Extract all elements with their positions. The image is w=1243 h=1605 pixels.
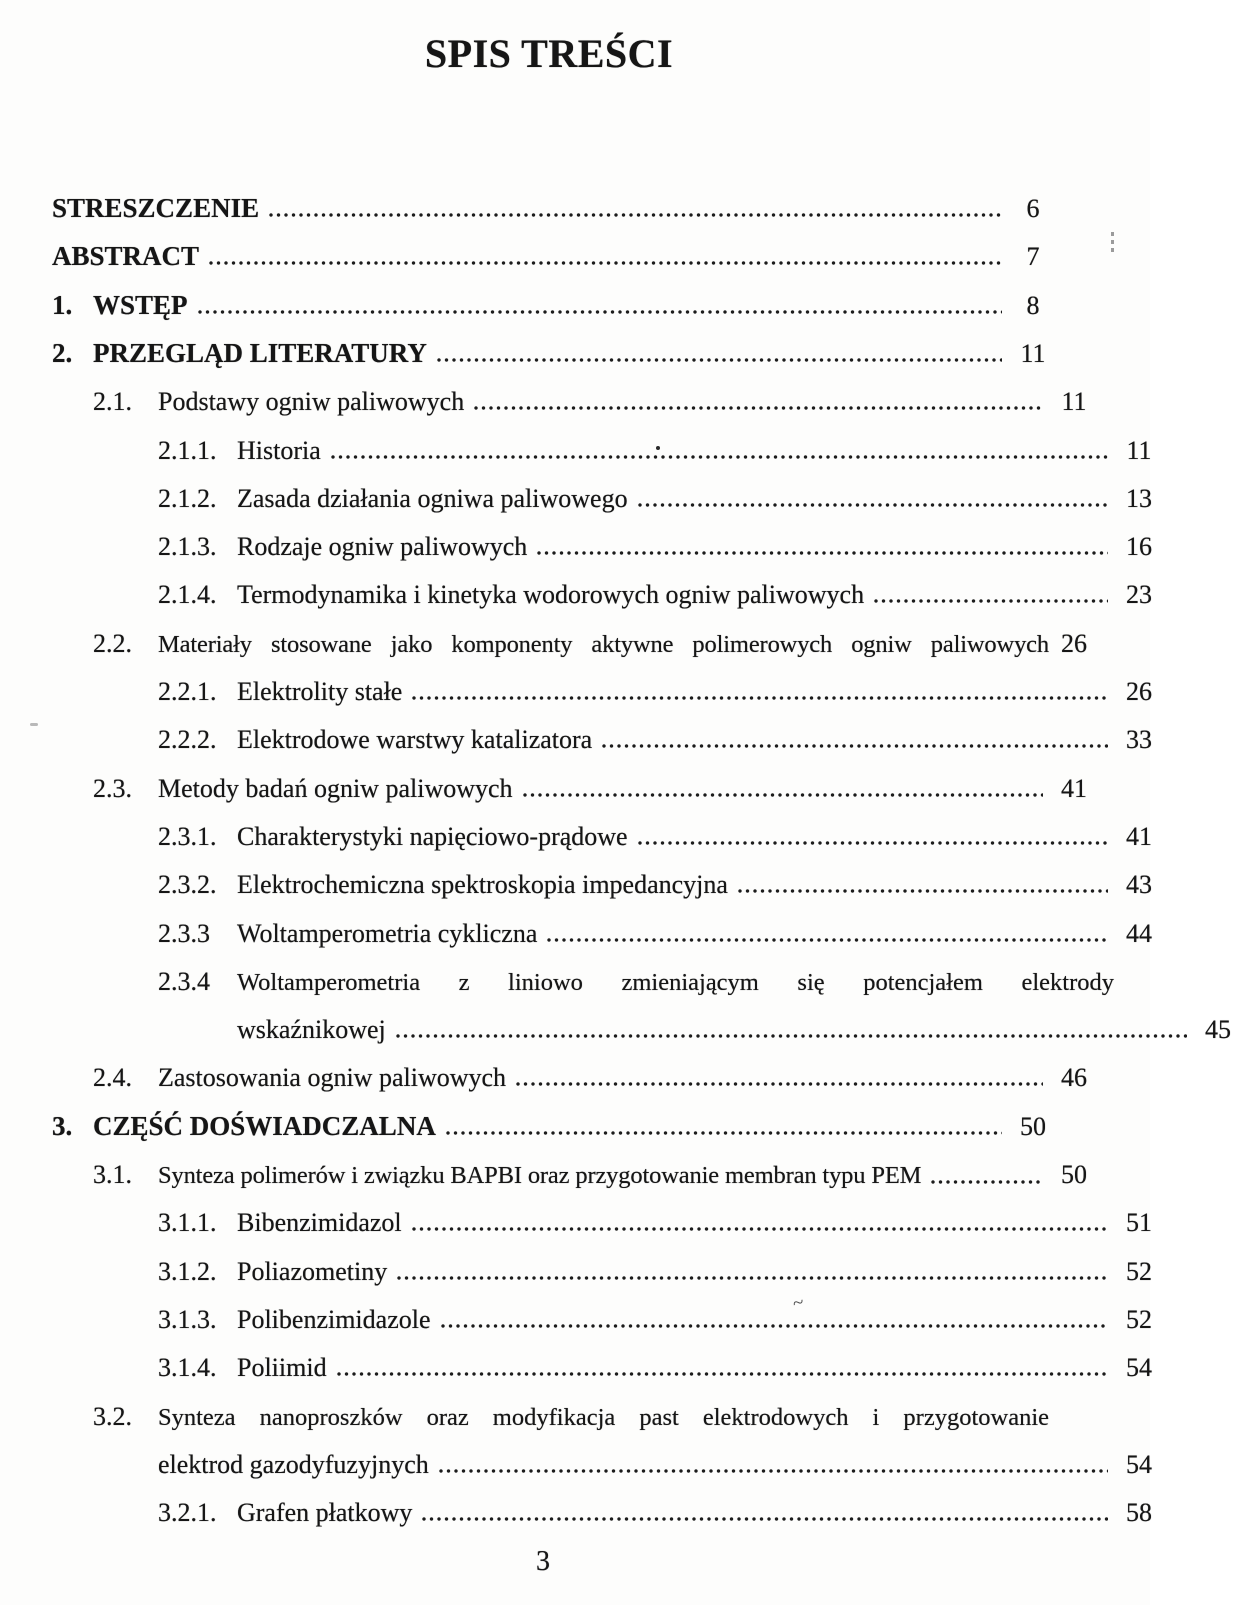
toc-entry-number: 2.2. [93,628,132,658]
toc-entry [52,773,1099,804]
toc-entry-label: Bibenzimidazol [237,1208,402,1238]
toc-entry-number: 3.2.1. [158,1498,217,1528]
toc-entry-label: Termodynamika i kinetyka wodorowych ogniw paliwowych [237,580,865,610]
toc-entry-number: 2.4. [93,1063,132,1093]
toc-entry-page: 26 [1061,628,1087,658]
dotted-leader [637,840,1108,846]
toc-entry [52,1352,1164,1383]
toc-entry-number: 2. [52,337,73,368]
dotted-leader [473,405,1043,411]
toc-entry-page: 41 [1126,821,1152,851]
toc-entry [52,386,1099,417]
toc-entry-page: 16 [1126,532,1152,562]
dotted-leader [336,1371,1108,1377]
toc-entry [52,1256,1164,1287]
scan-artifact-squiggle: ~ [790,1291,807,1315]
toc-entry [52,1062,1099,1093]
toc-entry-label: Zasada działania ogniwa paliwowego [237,483,628,513]
footer-page-number: 3 [536,1546,550,1577]
toc-entry-number: 1. [52,289,73,320]
toc-entry-label: ABSTRACT [52,241,200,272]
toc-entry-page: 46 [1061,1063,1087,1093]
dotted-leader [930,1179,1043,1185]
toc-entry-page: 58 [1126,1498,1152,1528]
dotted-leader [637,502,1108,508]
toc-entry-page: 41 [1061,773,1087,803]
toc-entry-number: 2.3. [93,773,132,803]
toc-entry-label-line2: wskaźnikowej [237,1015,386,1045]
toc-entry-label: Elektrochemiczna spektroskopia impedancyjna [237,870,728,900]
toc-entry-page: 54 [1126,1353,1152,1383]
toc-entry-label: STRESZCZENIE [52,193,260,223]
dotted-leader [536,550,1108,556]
toc-entry-page: 23 [1126,580,1152,610]
toc-entry-number: 2.3.4 [158,966,210,996]
toc-entry [52,676,1164,707]
toc-entry-page: 7 [1026,242,1040,272]
toc-entry-page: 33 [1126,725,1152,755]
dotted-leader [601,743,1108,749]
toc-entry-number: 3.1.2. [158,1256,217,1286]
toc-entry [52,241,1058,272]
dotted-leader [445,1130,1002,1136]
toc-entry [52,531,1164,562]
toc-entry [52,966,1164,998]
toc-entry-number: 3.1.3. [158,1304,217,1334]
dotted-leader [197,309,1002,315]
toc-entry-label: CZĘŚĆ DOŚWIADCZALNA [93,1110,436,1141]
toc-entry-label: Materiały stosowane jako komponenty aktywne polimerowych ogniw paliwowych [158,630,1049,658]
toc-entry-number: 2.3.2. [158,870,217,900]
toc-entry-label: Woltamperometria cykliczna [237,918,538,948]
dotted-leader [330,454,1108,460]
toc-entry-number: 3.1. [93,1160,132,1189]
toc-entry-number: 2.1.4. [158,580,217,610]
dotted-leader [268,212,1002,218]
toc-entry-page: 6 [1026,194,1040,223]
dotted-leader [411,695,1108,701]
toc-entry-label: Podstawy ogniw paliwowych [158,387,465,417]
toc-entry [52,724,1164,755]
toc-entry [52,290,1058,321]
dotted-leader [395,1033,1187,1039]
toc-entry-page: 11 [1126,435,1152,465]
toc-entry [52,821,1164,852]
toc-entry-page: 11 [1020,338,1046,368]
toc-entry-label: Poliazometiny [237,1256,388,1286]
toc-entry-label: WSTĘP [93,289,188,320]
toc-entry-page: 13 [1126,483,1152,513]
toc-entry-page: 44 [1126,918,1152,948]
toc-entry-page: 50 [1061,1160,1087,1189]
toc-entry [52,918,1164,949]
toc-entry-number: 2.2.1. [158,677,217,706]
toc-entry [52,1159,1099,1191]
toc-entry-number: 2.1.2. [158,483,217,513]
toc-entry [52,628,1099,660]
toc-entry [52,338,1058,369]
toc-entry-label: Woltamperometria z liniowo zmieniającym się potencjałem elektrody [237,968,1114,996]
dotted-leader [411,1226,1108,1232]
toc-entry-label: Synteza polimerów i związku BAPBI oraz przygotowanie membran typu PEM [158,1162,922,1189]
toc-entry-number: 2.2.2. [158,725,217,755]
dotted-leader [440,1323,1108,1329]
toc-entry-page: 52 [1126,1304,1152,1334]
toc-entry-page: 51 [1126,1208,1152,1238]
toc-entry [52,193,1058,224]
toc-entry-page: 43 [1126,870,1152,900]
toc-entry-label: Grafen płatkowy [237,1498,413,1528]
dotted-leader [438,1468,1108,1474]
toc-entry-label: Charakterystyki napięciowo-prądowe [237,821,628,851]
toc-entry-label: Metody badań ogniw paliwowych [158,773,513,803]
dotted-leader [436,357,1002,363]
toc-entry-page: 52 [1126,1256,1152,1286]
toc-entry-label: Polibenzimidazole [237,1304,431,1334]
toc-entry-continuation [52,1014,1243,1045]
dotted-leader [522,792,1043,798]
toc-entry-number: 2.3.3 [158,918,210,948]
toc-entry-page: 45 [1205,1015,1231,1045]
toc-entry-number: 2.1. [93,387,132,417]
toc-entry [52,1111,1058,1142]
toc-entry-continuation [52,1449,1164,1480]
dotted-leader [546,937,1108,943]
page-title: SPIS TREŚCI [424,31,674,76]
dotted-leader [396,1275,1108,1281]
toc-entry-number: 3.1.1. [158,1208,217,1238]
toc-entry-number: 3.1.4. [158,1353,217,1383]
toc-entry-label: Zastosowania ogniw paliwowych [158,1063,507,1093]
dotted-leader [421,1516,1108,1522]
toc-entry-label: Poliimid [237,1353,327,1383]
toc-entry [52,435,1164,466]
dotted-leader [208,260,1002,266]
toc-entry-page: 8 [1026,290,1040,320]
toc-entry-number: 2.3.1. [158,821,217,851]
toc-entry-label-line2: elektrod gazodyfuzyjnych [158,1449,429,1479]
toc-entry-label: PRZEGLĄD LITERATURY [93,337,427,368]
toc-entry [52,869,1164,900]
toc-entry [52,1207,1164,1238]
dotted-leader [515,1081,1043,1087]
toc-entry-number: 3. [52,1110,73,1141]
toc-entry-label: Historia [237,435,321,465]
toc-entry [52,1497,1164,1528]
toc-entry-label: Synteza nanoproszków oraz modyfikacja past elektrodowych i przygotowanie [158,1403,1049,1431]
dotted-leader [737,888,1108,894]
toc-entry-page: 11 [1061,387,1087,417]
toc-entry [52,483,1164,514]
dotted-leader [873,598,1108,604]
toc-entry [52,579,1164,610]
toc-entry-number: 2.1.1. [158,435,217,465]
toc-entry-label: Elektrodowe warstwy katalizatora [237,725,593,755]
toc-entry-page: 26 [1126,677,1152,706]
toc-entry-number: 2.1.3. [158,532,217,562]
toc-entry-label: Rodzaje ogniw paliwowych [237,532,528,562]
toc-entry-label: Elektrolity stałe [237,677,403,706]
toc-entry-page: 54 [1126,1449,1152,1479]
toc-entry [52,1401,1099,1433]
toc-entry-page: 50 [1020,1111,1046,1141]
toc-entry-number: 3.2. [93,1401,132,1431]
toc-entry [52,1304,1164,1335]
